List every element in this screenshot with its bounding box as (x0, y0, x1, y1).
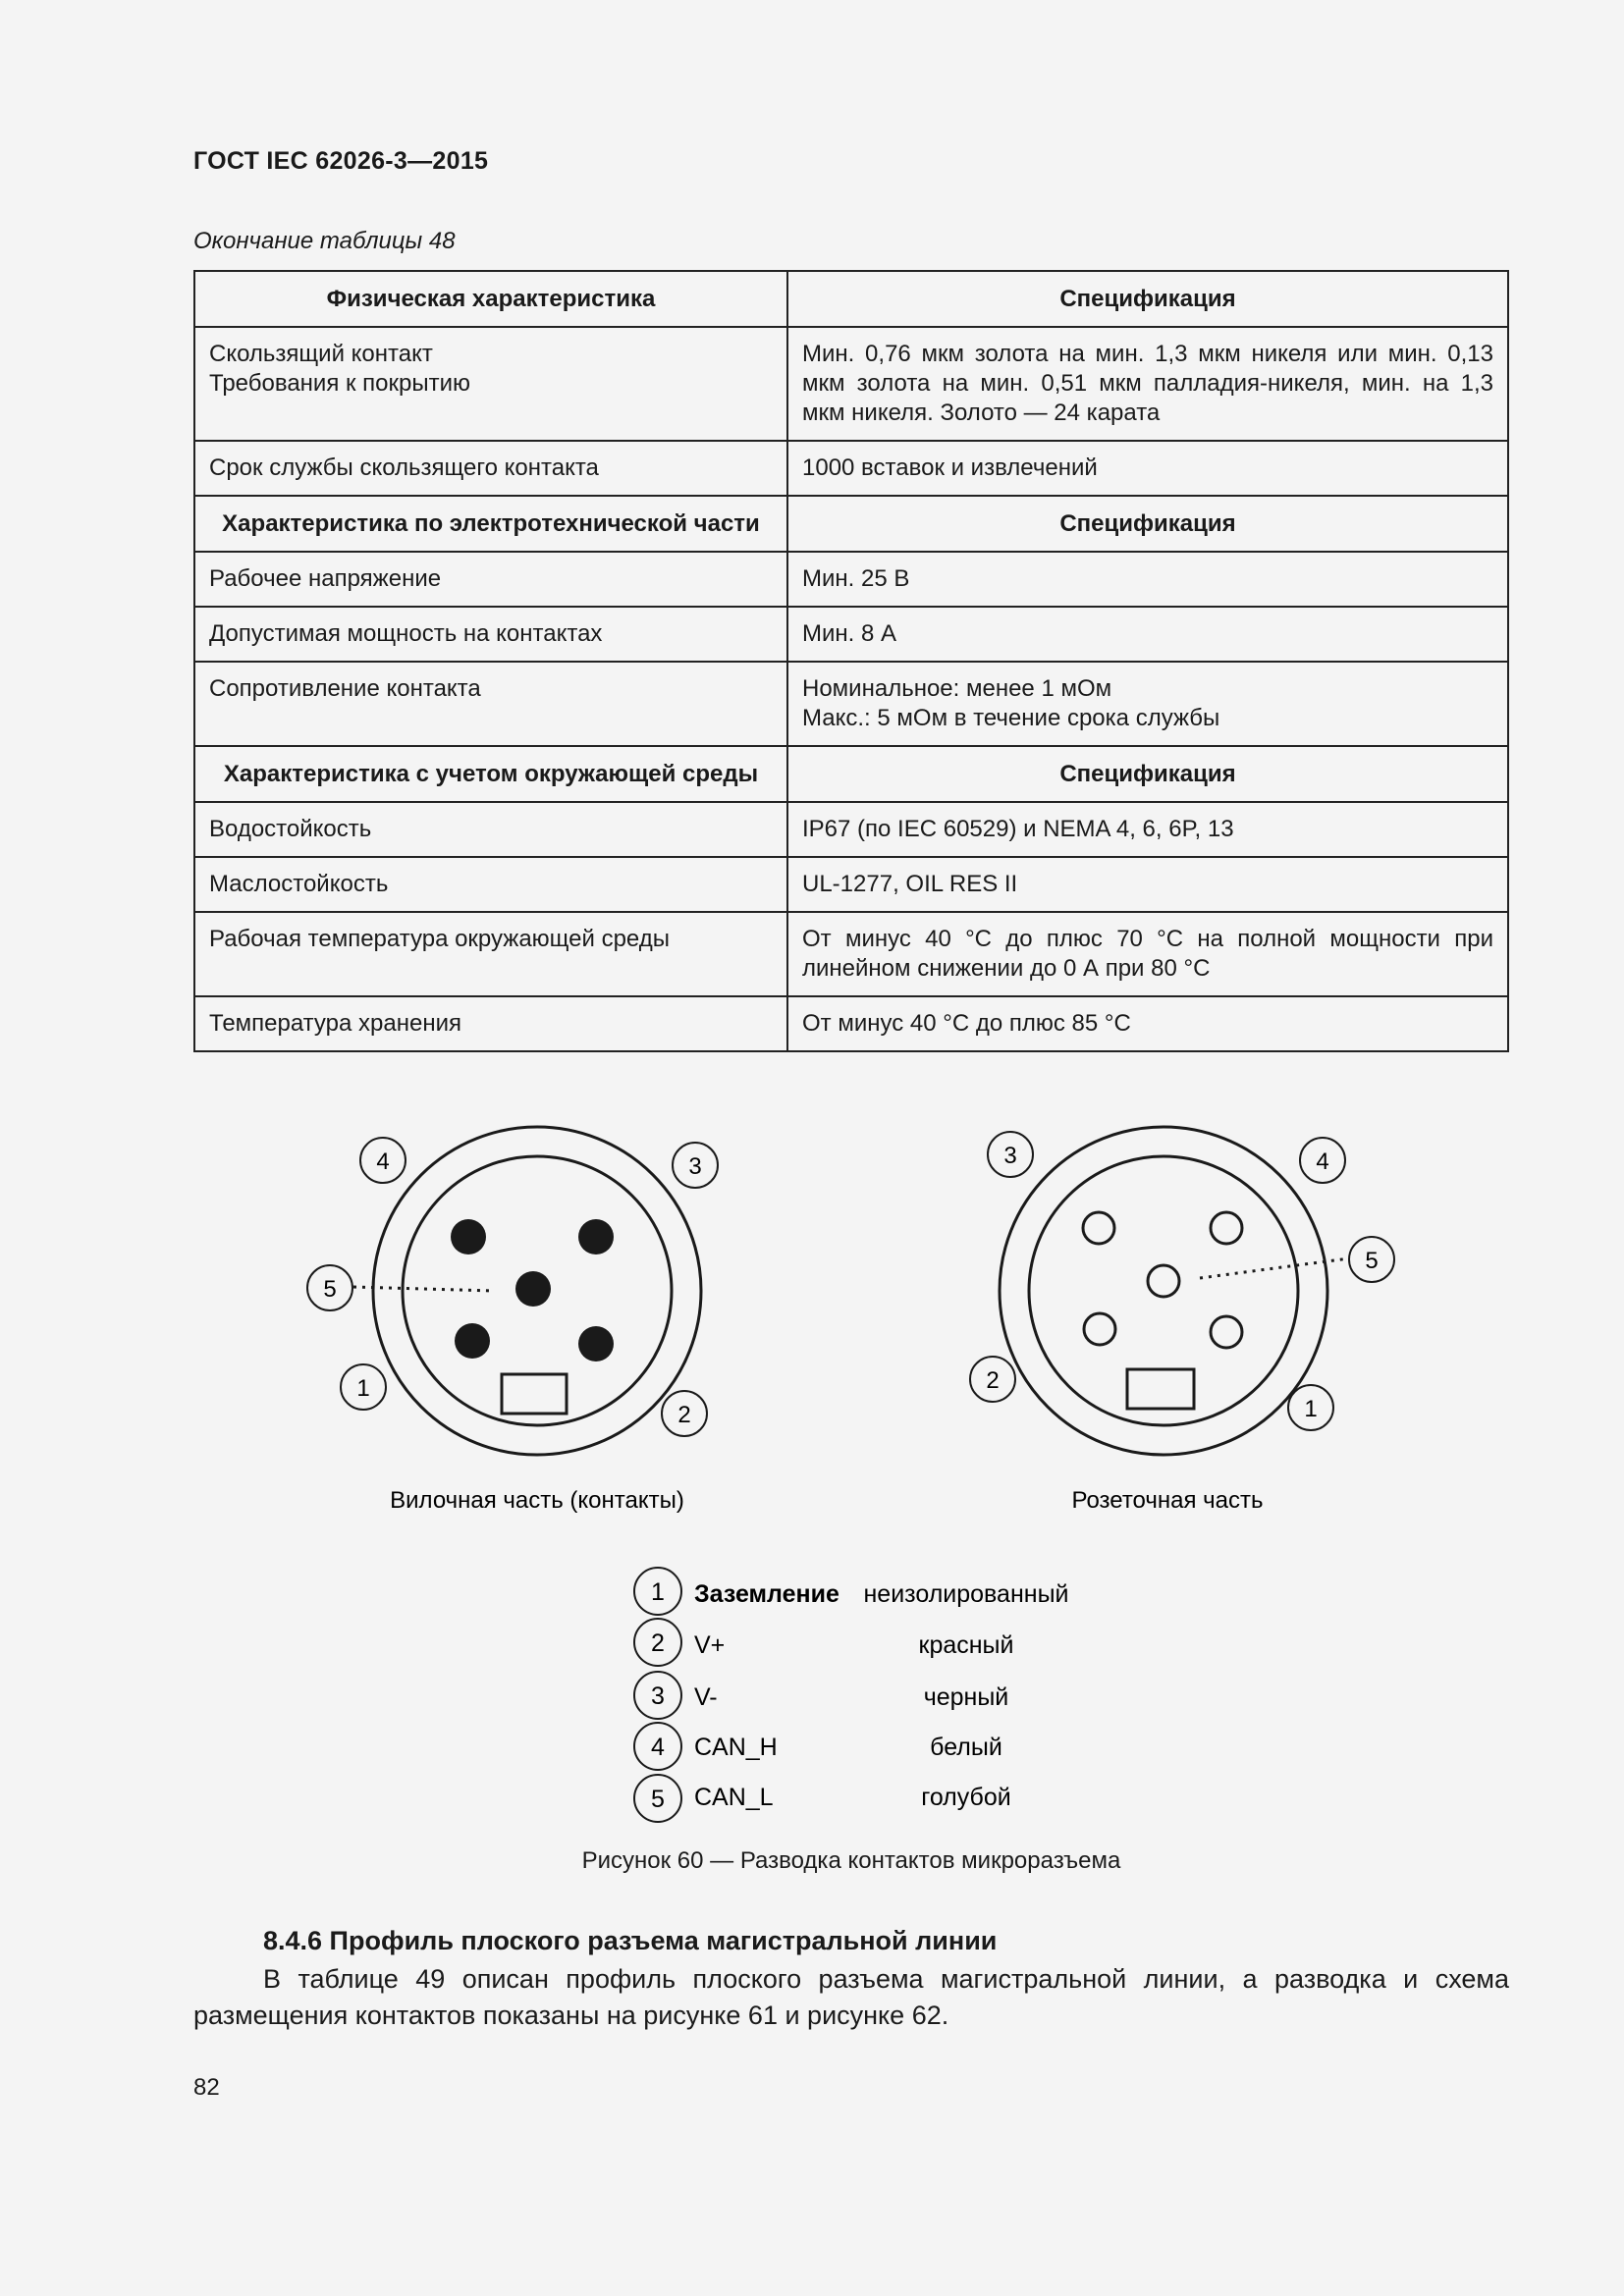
socket-connector-diagram (970, 1127, 1394, 1514)
cell-line: Номинальное: менее 1 мОм (802, 675, 1112, 702)
section-heading: 8.4.6 Профиль плоского разъема магистральной линии (263, 1926, 998, 1955)
legend-wire-color: голубой (921, 1784, 1011, 1811)
svg-text:5: 5 (323, 1276, 337, 1303)
plug-pin (578, 1326, 614, 1362)
table-cell: Допустимая мощность на контактах (194, 607, 787, 662)
table-cell: UL-1277, OIL RES II (787, 857, 1508, 912)
svg-text:4: 4 (376, 1148, 390, 1175)
table-cell: IP67 (по IEC 60529) и NEMA 4, 6, 6P, 13 (787, 802, 1508, 857)
socket-outer-ring (1000, 1127, 1327, 1455)
plug-pin (455, 1323, 490, 1359)
table-cell: Мин. 8 А (787, 607, 1508, 662)
plug-callout-5 (307, 1265, 352, 1310)
table-cell: Мин. 25 В (787, 552, 1508, 607)
svg-text:1: 1 (1304, 1396, 1318, 1422)
table-header-cell: Физическая характеристика (194, 271, 787, 327)
socket-callout-3 (988, 1132, 1033, 1177)
plug-label: Вилочная часть (контакты) (390, 1487, 684, 1514)
legend-row (634, 1775, 1011, 1822)
legend-number: 1 (651, 1578, 665, 1606)
plug-pin (451, 1219, 486, 1255)
socket-callout-5 (1349, 1237, 1394, 1282)
legend-number: 5 (651, 1786, 665, 1813)
plug-connector-diagram (307, 1127, 718, 1514)
legend-number: 4 (651, 1734, 665, 1761)
legend-row (634, 1723, 1002, 1770)
socket-key (1127, 1369, 1194, 1409)
legend-signal: V- (694, 1683, 718, 1711)
legend-signal: CAN_L (694, 1784, 774, 1811)
table-cell: От минус 40 °С до плюс 85 °С (787, 996, 1508, 1051)
legend-signal: Заземление (694, 1580, 839, 1608)
plug-callout-1 (341, 1364, 386, 1410)
socket-hole (1148, 1265, 1179, 1297)
table-header-cell: Характеристика с учетом окружающей среды (194, 746, 787, 802)
table-cell: Рабочая температура окружающей среды (194, 912, 787, 996)
page-number: 82 (193, 2074, 220, 2101)
table-header-cell: Характеристика по электротехнической части (194, 496, 787, 552)
legend-signal: CAN_H (694, 1734, 778, 1761)
pin-legend (634, 1568, 1069, 1822)
svg-text:1: 1 (356, 1375, 370, 1402)
table-cell: Мин. 0,76 мкм золота на мин. 1,3 мкм никеля или мин. 0,13 мкм золота на мин. 0,51 мкм палладия-никеля, мин. на 1,3 мкм никеля. Золото — 24 карата (787, 327, 1508, 441)
cell-line: Макс.: 5 мОм в течение срока службы (802, 705, 1220, 731)
table-cell: Маслостойкость (194, 857, 787, 912)
legend-signal: V+ (694, 1631, 726, 1659)
svg-text:2: 2 (677, 1402, 691, 1428)
socket-label: Розеточная часть (1071, 1487, 1264, 1514)
legend-number: 2 (651, 1629, 665, 1657)
socket-callout-1 (1288, 1385, 1333, 1430)
socket-hole (1211, 1316, 1242, 1348)
plug-callout-2 (662, 1391, 707, 1436)
plug-pin (515, 1271, 551, 1307)
cell-line: Скользящий контакт (209, 341, 433, 367)
socket-inner-ring (1029, 1156, 1298, 1425)
legend-number: 3 (651, 1682, 665, 1710)
cell-line: Требования к покрытию (209, 370, 470, 397)
plug-callout-4 (360, 1138, 406, 1183)
table-header-cell: Спецификация (787, 496, 1508, 552)
table-caption: Окончание таблицы 48 (193, 228, 456, 254)
table-header-cell: Спецификация (787, 746, 1508, 802)
table-cell: Водостойкость (194, 802, 787, 857)
table-cell: Срок службы скользящего контакта (194, 441, 787, 496)
socket-callout-4 (1300, 1138, 1345, 1183)
plug-pin (578, 1219, 614, 1255)
plug-callout-3 (673, 1143, 718, 1188)
legend-row (634, 1619, 1014, 1666)
socket-hole (1084, 1313, 1115, 1345)
socket-callout-2 (970, 1357, 1015, 1402)
socket-hole (1211, 1212, 1242, 1244)
legend-row (634, 1568, 1069, 1615)
svg-text:5: 5 (1365, 1248, 1379, 1274)
table-cell: Температура хранения (194, 996, 787, 1051)
document-header: ГОСТ IEC 62026-3—2015 (193, 147, 489, 175)
legend-wire-color: красный (918, 1631, 1014, 1659)
svg-text:2: 2 (986, 1367, 1000, 1394)
plug-key (502, 1374, 567, 1414)
svg-text:3: 3 (1003, 1143, 1017, 1169)
legend-wire-color: белый (930, 1734, 1002, 1761)
table-header-cell: Спецификация (787, 271, 1508, 327)
body-paragraph: В таблице 49 описан профиль плоского разъема магистральной линии, а разводка и схема размещения контактов показаны на рисунке 61 и рисунке 62. (193, 1964, 1509, 2030)
legend-row (634, 1672, 1008, 1719)
svg-text:4: 4 (1316, 1148, 1329, 1175)
table-cell: Рабочее напряжение (194, 552, 787, 607)
legend-wire-color: черный (923, 1683, 1009, 1711)
table-cell: 1000 вставок и извлечений (787, 441, 1508, 496)
svg-text:3: 3 (688, 1153, 702, 1180)
table-cell: От минус 40 °С до плюс 70 °С на полной мощности при линейном снижении до 0 А при 80 °С (787, 912, 1508, 996)
legend-wire-color: неизолированный (863, 1580, 1069, 1608)
figure-caption: Рисунок 60 — Разводка контактов микроразъема (581, 1847, 1121, 1874)
socket-hole (1083, 1212, 1114, 1244)
table-cell: Сопротивление контакта (194, 662, 787, 746)
